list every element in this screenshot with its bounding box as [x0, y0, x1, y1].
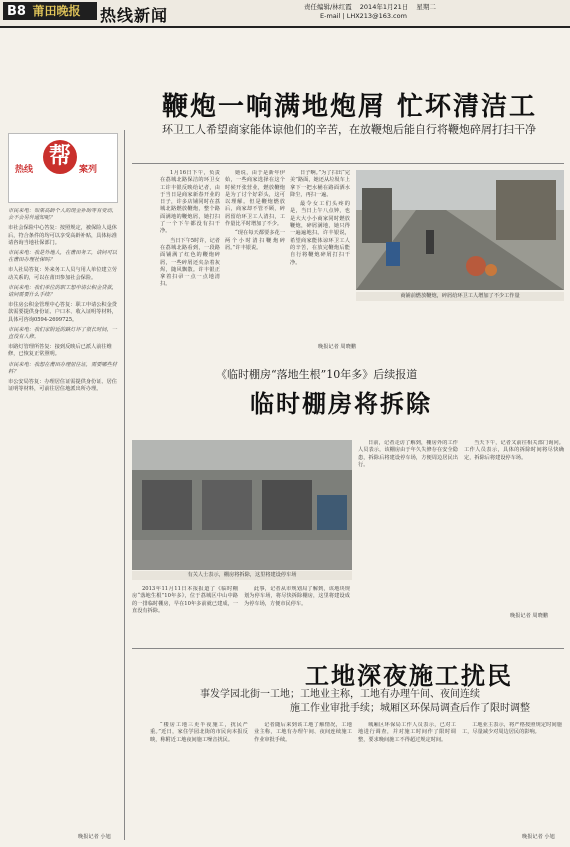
article2-headline: 临时棚房将拆除 [250, 390, 432, 418]
page-number-block [3, 2, 97, 20]
article1-col2: 她说，由于是新年伊始，一些商家选择在这个时候开张营业，燃放鞭炮是为了讨个好彩头，这可以理解。但是鞭炮燃放后，商家却不管不顾，碎屑留给环卫工人清扫，工作量比平时增加了不少。 “现在每天都要多花一两个小时清扫鞭炮碎屑。”许丰银说。 [225, 170, 285, 251]
badge-prefix: 热线 [15, 165, 34, 175]
article2-photo-caption: 有关人士表示，棚房将拆除，这里将建设停车场 [132, 571, 352, 580]
column-divider [124, 130, 125, 840]
article1-headline: 鞭炮一响满地炮屑 忙坏清洁工 [162, 92, 538, 122]
article1-photo-caption: 商铺前燃放鞭炮，碎屑给环卫工人增加了不少工作量 [356, 292, 564, 301]
article2-col4: 当天下午，记者又前往相关部门询问。工作人员表示，具体的拆除时间将尽快确定，拆除后将建设停车场。 [464, 440, 564, 461]
article1-reporter: 晚报记者 周晓鹏 [318, 344, 356, 350]
article3-subtitle-1: 事发学园北街一工地；工地业主称，工地有办理午间、夜间连续 [200, 689, 480, 700]
badge-suffix: 案列 [79, 165, 98, 175]
section-title: 热线新闻 [100, 6, 169, 25]
header-meta [304, 3, 442, 12]
article1-col3: 日子啊。”为了扫出“完美”路面，她还从垃圾车上拿下一把水桶在路面洒水降尘，再扫一遍。 最令女工们头疼的是，当日上午八点钟，也是大大小小商家同时燃放鞭炮，碎屑满地，她只得一遍遍地扫。许丰银说，希望商家能体谅环卫工人的辛苦，在放完鞭炮后能自行将鞭炮碎屑打扫干净。 [290, 170, 350, 266]
article3-headline: 工地深夜施工扰民 [305, 662, 513, 690]
divider [132, 163, 564, 164]
email: E-mail | LHX213@163.com [320, 12, 407, 20]
weekday: 星期二 [416, 3, 436, 11]
article2-col2: 此事，记者从市规划局了解到，该地块规划为停车场，将尽快拆除棚房，这里将建设成为停车场，方便市民停车。 [244, 586, 350, 607]
article3-col3: 城厢区环保局工作人员表示，已对工地进行调查，并对施工时间作了限时调整，要求晚间施工不得超过规定时间。 [358, 722, 456, 743]
sidebar-entries: 市民来电：如果高龄个人的现金补助等有变动，会不会另外通知呢？ 市社会保险中心答复：按照规定，被保险人退休后，符合条件的均可以享受高龄补贴，具体标准请咨询当地社保部门。 市民来电：我是外地人，在莆田务工，请问可以在莆田办理社保吗？ 市人社局答复：外来务工人员与用人单位建立劳动关系的，可以在莆田参加社会保险。 市民来电：我们单位的职工想申请公积金贷款，请问需要什么手续？ 市住房公积金管理中心答复：职工申请公积金贷款需要提供身份证、户口本、收入证明等材料，具体可咨询0594-2699725。 市民来电：我们家附近的路灯坏了很长时间，一直没有人修。 市路灯管理所答复：接到反映后已派人前往维修，已恢复正常照明。 市民来电：我想在莆田办理居住证，需要哪些材料？ 市公安局答复：办理居住证需提供身份证、居住证明等材料，可前往居住地派出所办理。 [8, 208, 117, 393]
editor: 责任编辑/林红霞 [304, 3, 352, 11]
street-photo [356, 170, 564, 290]
article2-reporter: 晚报记者 周晓鹏 [510, 613, 548, 619]
article1-subtitle: 环卫工人希望商家能体谅他们的辛苦，在放鞭炮后能自行将鞭炮碎屑打扫干净 [162, 123, 536, 136]
article3-reporter: 晚报记者 小旭 [522, 834, 555, 840]
badge-main: 帮 [43, 140, 77, 174]
article3-col1: “楼房工地三更半夜施工，扰民严重。”近日，家住学园北街的市民向本报反映，称附近工地夜间施工噪音扰民。 [150, 722, 248, 743]
article3-col2: 记者随后来到该工地了解情况，工地业主称，工地有办理午间、夜间连续施工作业审批手续。 [254, 722, 352, 743]
sidebar-badge [8, 133, 118, 203]
article2-col3: 日前，记者走访了解到，棚房外的工作人员表示，该棚房由于年久失修存在安全隐患，拆除后将建设停车场，方便周边居民出行。 [358, 440, 458, 468]
article3-col4: 工地业主表示，将严格按照规定时间施工，尽量减少对周边居民的影响。 [462, 722, 562, 736]
shed-photo [132, 440, 352, 570]
date: 2014年1月21日 [359, 3, 409, 11]
sidebar-reporter: 晚报记者 小旭 [78, 834, 111, 840]
article2-kicker: 《临时棚房“落地生根”10年多》后续报道 [216, 368, 418, 381]
page-number: B8 [7, 4, 26, 19]
newspaper-logo: 莆田晚报 [32, 4, 81, 18]
article1-col1: 1月16日下午，负责在荔城北路保洁的环卫女工许丰银反映给记者，由于当日是商家新春开业的日子，许多店铺同时在荔城北路燃放鞭炮，整个路面满地的鞭炮屑，她打扫了一个下午都没有扫干净。 当日下午5时许，记者在荔城北路看到，一段路面铺满了红色的鞭炮碎屑，一些碎屑还夹杂着灰烬，随风飘散。许丰银正拿着扫帚一点一点地清扫。 [160, 170, 220, 288]
article3-subtitle-2: 施工作业审批手续；城厢区环保局调查后作了限时调整 [290, 703, 530, 714]
article2-col1: 2013年11月11日本报报道了《临时棚房“落地生根”10年多》，位于荔城区中山中路的一排临时棚房，早在10年多前就已建成，一直没有拆除。 [132, 586, 238, 614]
divider [132, 648, 564, 649]
